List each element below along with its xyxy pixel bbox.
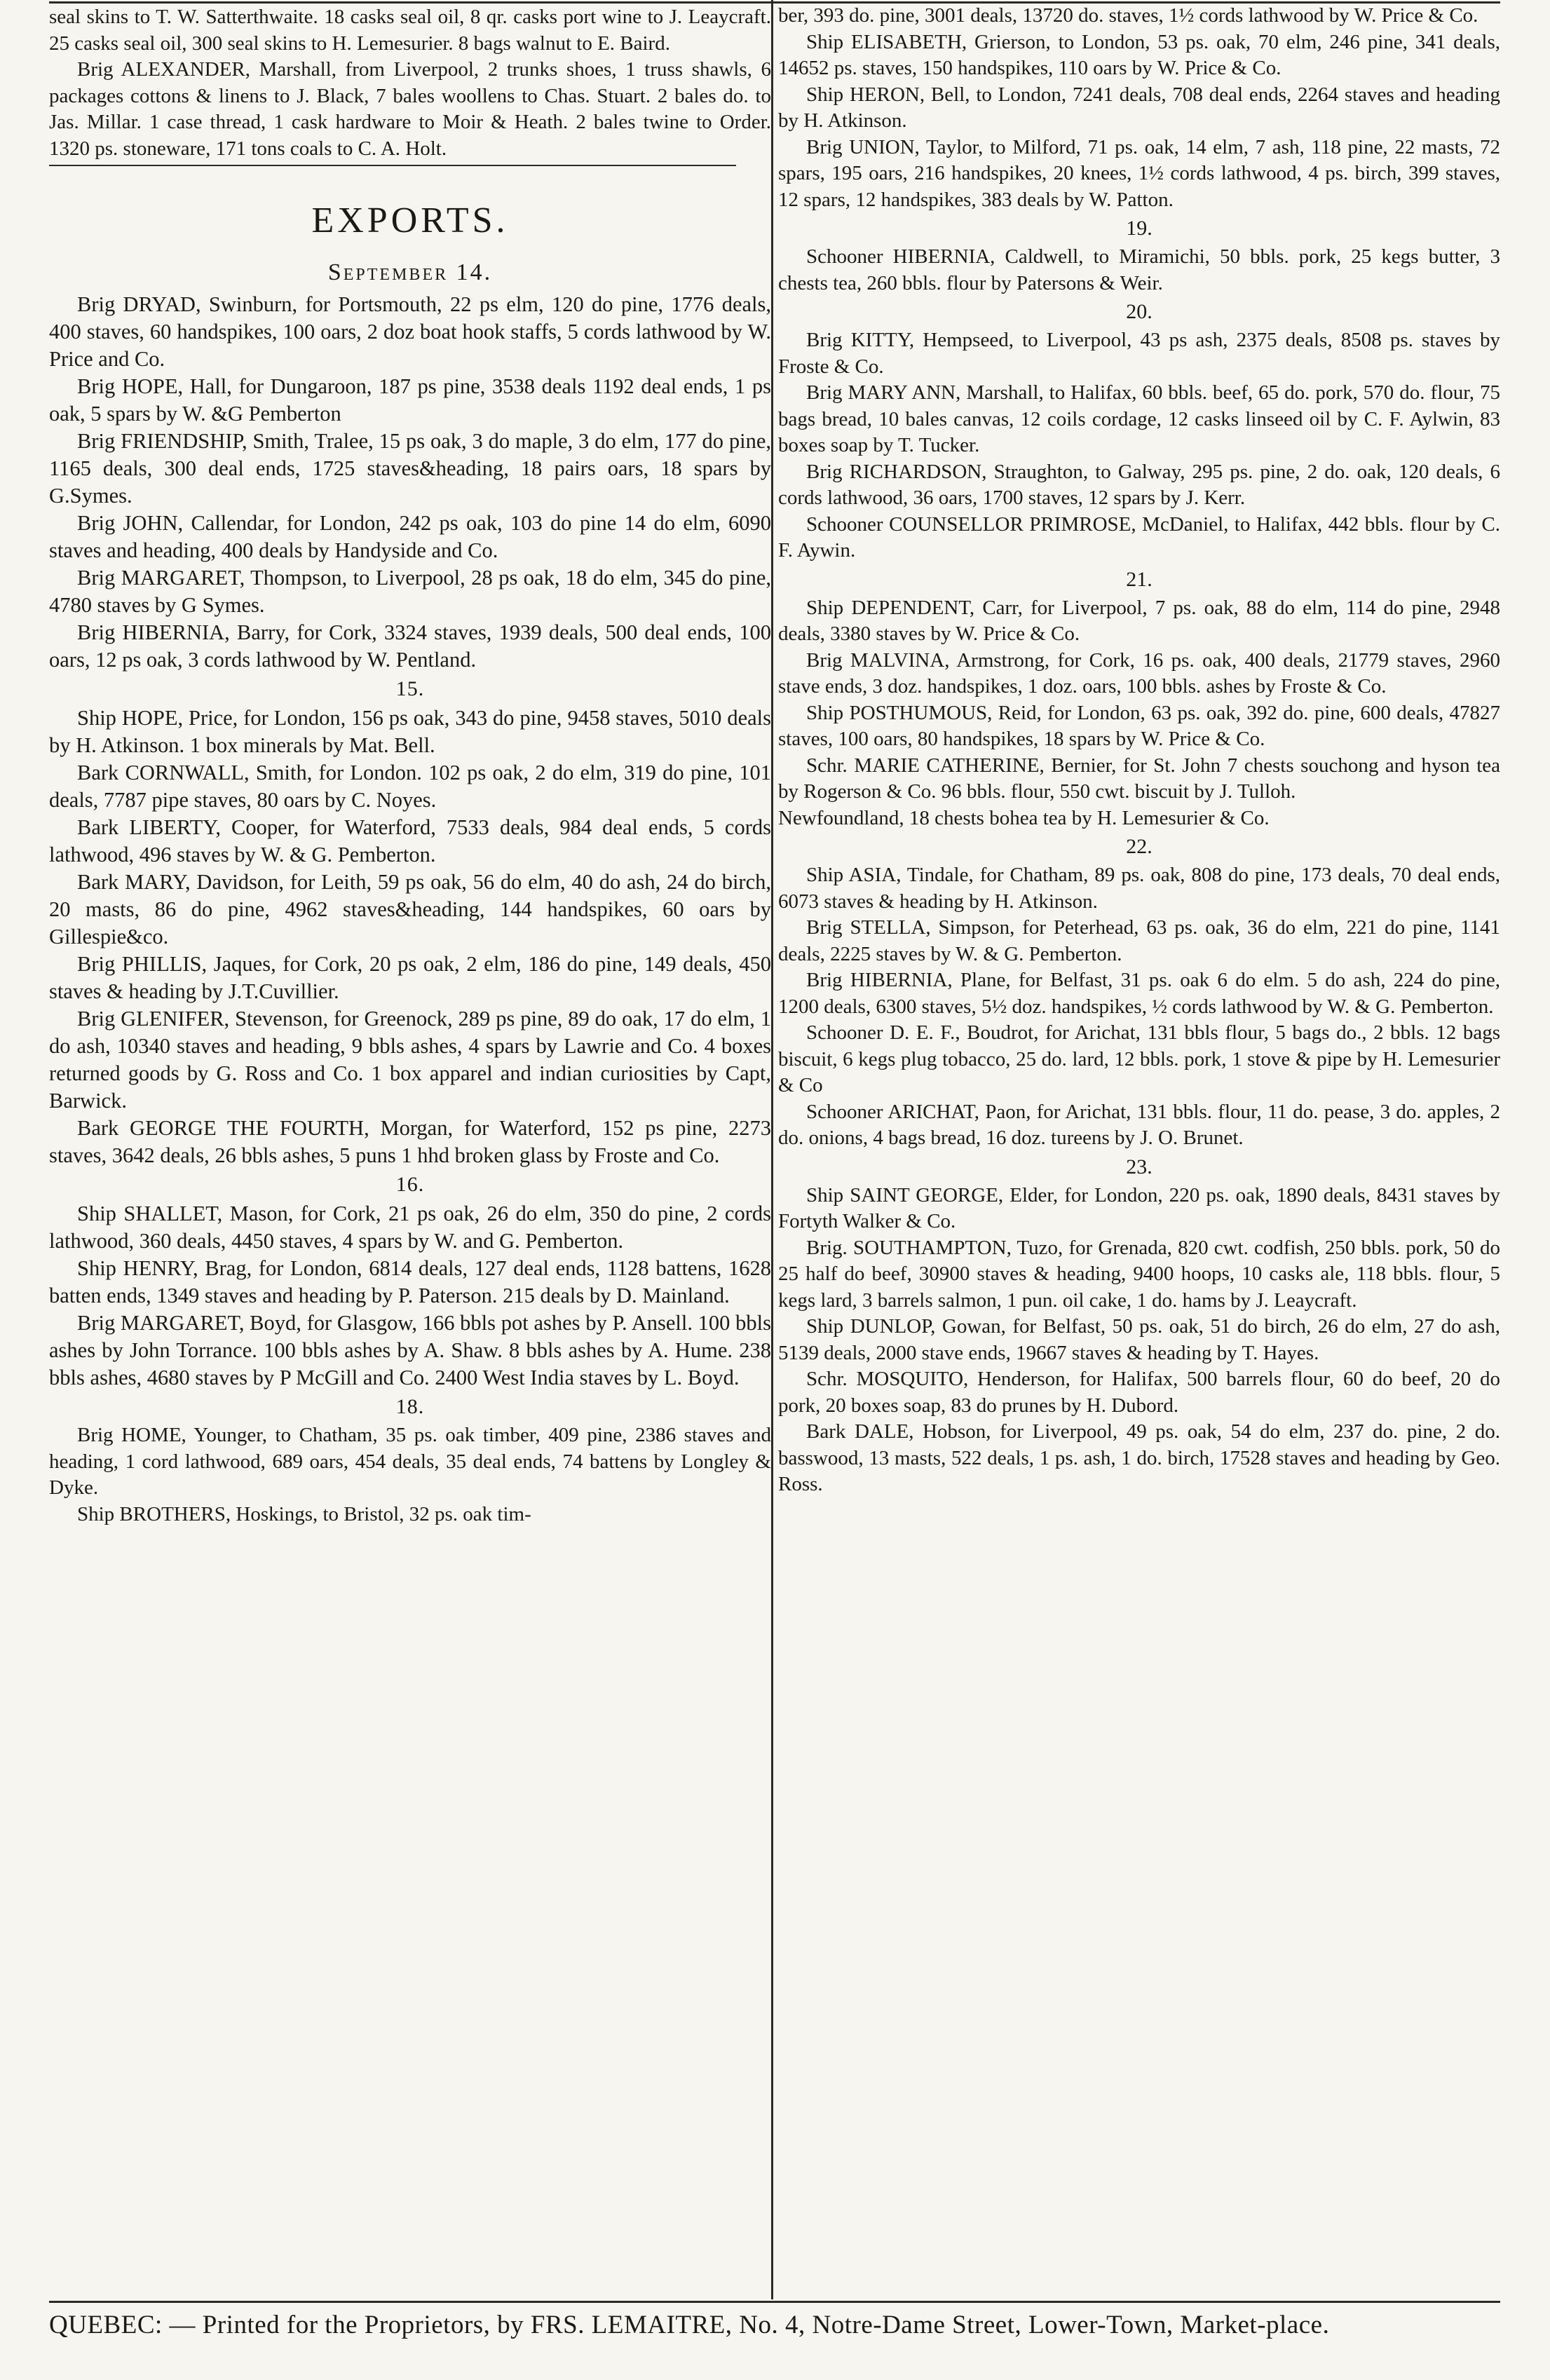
export-entry: Brig FRIENDSHIP, Smith, Tralee, 15 ps oak, 3 do maple, 3 do elm, 177 do pine, 1165 deals, 300 deal ends, 1725 staves&heading, 18 pairs oars, 18 spars by G.Symes.	[49, 429, 771, 508]
export-entry: Schr. MOSQUITO, Henderson, for Halifax, 500 barrels flour, 60 do beef, 20 do pork, 20 boxes soap, 83 do prunes by H. Dubord.	[778, 1368, 1500, 1417]
export-entry: Brig HOPE, Hall, for Dungaroon, 187 ps pine, 3538 deals 1192 deal ends, 1 ps oak, 5 spars by W. &G Pemberton	[49, 374, 771, 426]
export-entry: Ship BROTHERS, Hoskings, to Bristol, 32 ps. oak tim-	[77, 1502, 531, 1525]
date-heading: 16.	[395, 1173, 425, 1196]
exports-date: September 14.	[327, 259, 493, 285]
export-entry: Schooner HIBERNIA, Caldwell, to Miramichi, 50 bbls. pork, 25 kegs butter, 3 chests tea, 260 bbls. flour by Patersons & Weir.	[778, 245, 1500, 294]
imports-fragment: seal skins to T. W. Satterthwaite. 18 casks seal oil, 8 qr. casks port wine to J. Leaycraft. 25 casks seal oil, 300 seal skins to H. Lemesurier. 8 bags walnut to E. Baird.	[49, 6, 771, 55]
export-entry: Brig UNION, Taylor, to Milford, 71 ps. oak, 14 elm, 7 ash, 118 pine, 22 masts, 72 spars, 195 oars, 216 handspikes, 20 knees, 1½ cords lathwood, 4 ps. birch, 399 staves, 12 spars, 12 handspikes, 383 deals by W. Patton.	[778, 135, 1500, 211]
export-entry: Bark DALE, Hobson, for Liverpool, 49 ps. oak, 54 do elm, 237 do. pine, 2 do. basswood, 13 masts, 522 deals, 1 ps. ash, 1 do. birch, 17528 staves and heading by Geo. Ross.	[778, 1420, 1500, 1495]
export-entry: Brig STELLA, Simpson, for Peterhead, 63 ps. oak, 36 do elm, 221 do pine, 1141 deals, 2225 staves by W. & G. Pemberton.	[778, 916, 1500, 965]
section-rule	[49, 165, 736, 166]
export-entry: Brig RICHARDSON, Straughton, to Galway, 295 ps. pine, 2 do. oak, 120 deals, 6 cords lathwood, 36 oars, 1700 staves, 12 spars by J. Kerr.	[778, 460, 1500, 509]
export-entry: Brig. SOUTHAMPTON, Tuzo, for Grenada, 820 cwt. codfish, 250 bbls. pork, 50 do 25 half do beef, 30900 staves & heading, 9400 hoops, 10 casks ale, 118 bbls. flour, 5 kegs lard, 3 barrels salmon, 1 pun. oil cake, 1 do. hams by J. Leaycraft.	[778, 1236, 1500, 1312]
import-entry: Brig ALEXANDER, Marshall, from Liverpool, 2 trunks shoes, 1 truss shawls, 6 packages cottons & linens to J. Black, 7 bales woollens to Chas. Stuart. 2 bales do. to Jas. Millar. 1 case thread, 1 cask hardware to Moir & Heath. 2 bales twine to Order. 1320 ps. stoneware, 171 tons coals to C. A. Holt.	[49, 58, 771, 160]
export-entry: Brig MARGARET, Thompson, to Liverpool, 28 ps oak, 18 do elm, 345 do pine, 4780 staves by G Symes.	[49, 566, 771, 617]
export-entry: Brig HIBERNIA, Plane, for Belfast, 31 ps. oak 6 do elm. 5 do ash, 224 do pine, 1200 deals, 6300 staves, 5½ doz. handspikes, ½ cords lathwood by W. & G. Pemberton.	[778, 969, 1500, 1018]
export-entry: Schr. MARIE CATHERINE, Bernier, for St. John 7 chests souchong and hyson tea by Rogerson & Co. 96 bbls. flour, 550 cwt. biscuit by J. Tulloh.	[778, 754, 1500, 803]
export-entry: Ship POSTHUMOUS, Reid, for London, 63 ps. oak, 392 do. pine, 600 deals, 47827 staves, 100 oars, 80 handspikes, 18 spars by W. Price & Co.	[778, 701, 1500, 750]
export-entry: Brig GLENIFER, Stevenson, for Greenock, 289 ps pine, 89 do oak, 17 do elm, 1 do ash, 10340 staves and heading, 9 bbls ashes, 4 spars by Lawrie and Co. 4 boxes returned goods by G. Ross and Co. 1 box apparel and indian curiosities by Capt, Barwick.	[49, 1007, 771, 1113]
exports-heading: EXPORTS.	[311, 200, 509, 240]
date-heading: 23.	[1126, 1155, 1153, 1178]
newspaper-page	[21, 0, 1528, 2380]
export-entry: Brig HOME, Younger, to Chatham, 35 ps. oak timber, 409 pine, 2386 staves and heading, 1 cord lathwood, 689 oars, 454 deals, 35 deal ends, 74 battens by Longley & Dyke.	[49, 1424, 771, 1499]
export-entry: Ship DUNLOP, Gowan, for Belfast, 50 ps. oak, 51 do birch, 26 do elm, 27 do ash, 5139 deals, 2000 stave ends, 19667 staves & heading by T. Hayes.	[778, 1315, 1500, 1364]
date-heading: 22.	[1126, 835, 1153, 858]
continued-fragment: ber, 393 do. pine, 3001 deals, 13720 do. staves, 1½ cords lathwood by W. Price & Co.	[778, 4, 1478, 27]
export-entry: Brig DRYAD, Swinburn, for Portsmouth, 22 ps elm, 120 do pine, 1776 deals, 400 staves, 60 handspikes, 100 oars, 2 doz boat hook staffs, 5 cords lathwood by W. Price and Co.	[49, 292, 771, 371]
export-entry: Ship SAINT GEORGE, Elder, for London, 220 ps. oak, 1890 deals, 8431 staves by Fortyth Walker & Co.	[778, 1183, 1500, 1232]
export-entry: Brig PHILLIS, Jaques, for Cork, 20 ps oak, 2 elm, 186 do pine, 149 deals, 450 staves & heading by J.T.Cuvillier.	[49, 952, 771, 1003]
export-entry: Brig MALVINA, Armstrong, for Cork, 16 ps. oak, 400 deals, 21779 staves, 2960 stave ends, 3 doz. handspikes, 1 doz. oars, 100 bbls. ashes by Froste & Co.	[778, 648, 1500, 698]
export-entry: Schooner D. E. F., Boudrot, for Arichat, 131 bbls flour, 5 bags do., 2 bbls. 12 bags biscuit, 6 kegs plug tobacco, 25 do. lard, 12 bbls. pork, 1 stove & pipe by H. Lemesurier & Co	[778, 1021, 1500, 1096]
export-entry: Ship DEPENDENT, Carr, for Liverpool, 7 ps. oak, 88 do elm, 114 do pine, 2948 deals, 3380 staves by W. Price & Co.	[778, 596, 1500, 645]
date-heading: 21.	[1126, 567, 1153, 591]
date-heading: 19.	[1126, 217, 1153, 240]
export-entry: Schooner ARICHAT, Paon, for Arichat, 131 bbls. flour, 11 do. pease, 3 do. apples, 2 do. onions, 4 bags bread, 16 doz. tureens by J. O. Brunet.	[778, 1100, 1500, 1149]
left-column	[49, 0, 771, 2380]
date-heading: 18.	[395, 1395, 425, 1418]
export-entry: Brig MARY ANN, Marshall, to Halifax, 60 bbls. beef, 65 do. pork, 570 do. flour, 75 bags bread, 10 bales canvas, 12 coils cordage, 12 casks linseed oil by C. F. Aylwin, 83 boxes soap by T. Tucker.	[778, 381, 1500, 456]
right-column	[778, 0, 1500, 2380]
export-entry: Schooner COUNSELLOR PRIMROSE, McDaniel, to Halifax, 442 bbls. flour by C. F. Aywin.	[778, 512, 1500, 562]
export-entry: Ship HERON, Bell, to London, 7241 deals, 708 deal ends, 2264 staves and heading by H. Atkinson.	[778, 83, 1500, 132]
export-entry: Brig KITTY, Hempseed, to Liverpool, 43 ps ash, 2375 deals, 8508 ps. staves by Froste & Co.	[778, 329, 1500, 378]
export-entry: Ship SHALLET, Mason, for Cork, 21 ps oak, 26 do elm, 350 do pine, 2 cords lathwood, 360 deals, 4450 staves, 4 spars by W. and G. Pemberton.	[49, 1202, 771, 1253]
export-entry: Brig JOHN, Callendar, for London, 242 ps oak, 103 do pine 14 do elm, 6090 staves and heading, 400 deals by Handyside and Co.	[49, 511, 771, 562]
export-sub-entry: Newfoundland, 18 chests bohea tea by H. Lemesurier & Co.	[778, 806, 1270, 829]
date-heading: 20.	[1126, 300, 1153, 323]
export-entry: Ship HOPE, Price, for London, 156 ps oak, 343 do pine, 9458 staves, 5010 deals by H. Atkinson. 1 box minerals by Mat. Bell.	[49, 706, 771, 757]
export-entry: Bark CORNWALL, Smith, for London. 102 ps oak, 2 do elm, 319 do pine, 101 deals, 7787 pipe staves, 80 oars by C. Noyes.	[49, 761, 771, 812]
date-heading: 15.	[395, 677, 425, 700]
export-entry: Ship ELISABETH, Grierson, to London, 53 ps. oak, 70 elm, 246 pine, 341 deals, 14652 ps. staves, 150 handspikes, 110 oars by W. Price & Co.	[778, 30, 1500, 79]
printer-imprint: QUEBEC: — Printed for the Proprietors, by FRS. LEMAITRE, No. 4, Notre-Dame Street, Lower-Town, Market-place.	[49, 2311, 1330, 2339]
export-entry: Ship HENRY, Brag, for London, 6814 deals, 127 deal ends, 1128 battens, 1628 batten ends, 1349 staves and heading by P. Paterson. 215 deals by D. Mainland.	[49, 1256, 771, 1307]
export-entry: Ship ASIA, Tindale, for Chatham, 89 ps. oak, 808 do pine, 173 deals, 70 deal ends, 6073 staves & heading by H. Atkinson.	[778, 864, 1500, 913]
column-divider	[771, 0, 773, 2299]
export-entry: Brig HIBERNIA, Barry, for Cork, 3324 staves, 1939 deals, 500 deal ends, 100 oars, 12 ps oak, 3 cords lathwood by W. Pentland.	[49, 620, 771, 672]
export-entry: Bark LIBERTY, Cooper, for Waterford, 7533 deals, 984 deal ends, 5 cords lathwood, 496 staves by W. & G. Pemberton.	[49, 815, 771, 866]
export-entry: Bark MARY, Davidson, for Leith, 59 ps oak, 56 do elm, 40 do ash, 24 do birch, 20 masts, 86 do pine, 4962 staves&heading, 144 handspikes, 60 oars by Gillespie&co.	[49, 870, 771, 948]
export-entry: Brig MARGARET, Boyd, for Glasgow, 166 bbls pot ashes by P. Ansell. 100 bbls ashes by John Torrance. 100 bbls ashes by A. Shaw. 8 bbls ashes by A. Hume. 238 bbls ashes, 4680 staves by P McGill and Co. 2400 West India staves by L. Boyd.	[49, 1311, 771, 1389]
bottom-rule	[49, 2301, 1500, 2303]
export-entry: Bark GEORGE THE FOURTH, Morgan, for Waterford, 152 ps pine, 2273 staves, 3642 deals, 26 bbls ashes, 5 puns 1 hhd broken glass by Froste and Co.	[49, 1116, 771, 1167]
